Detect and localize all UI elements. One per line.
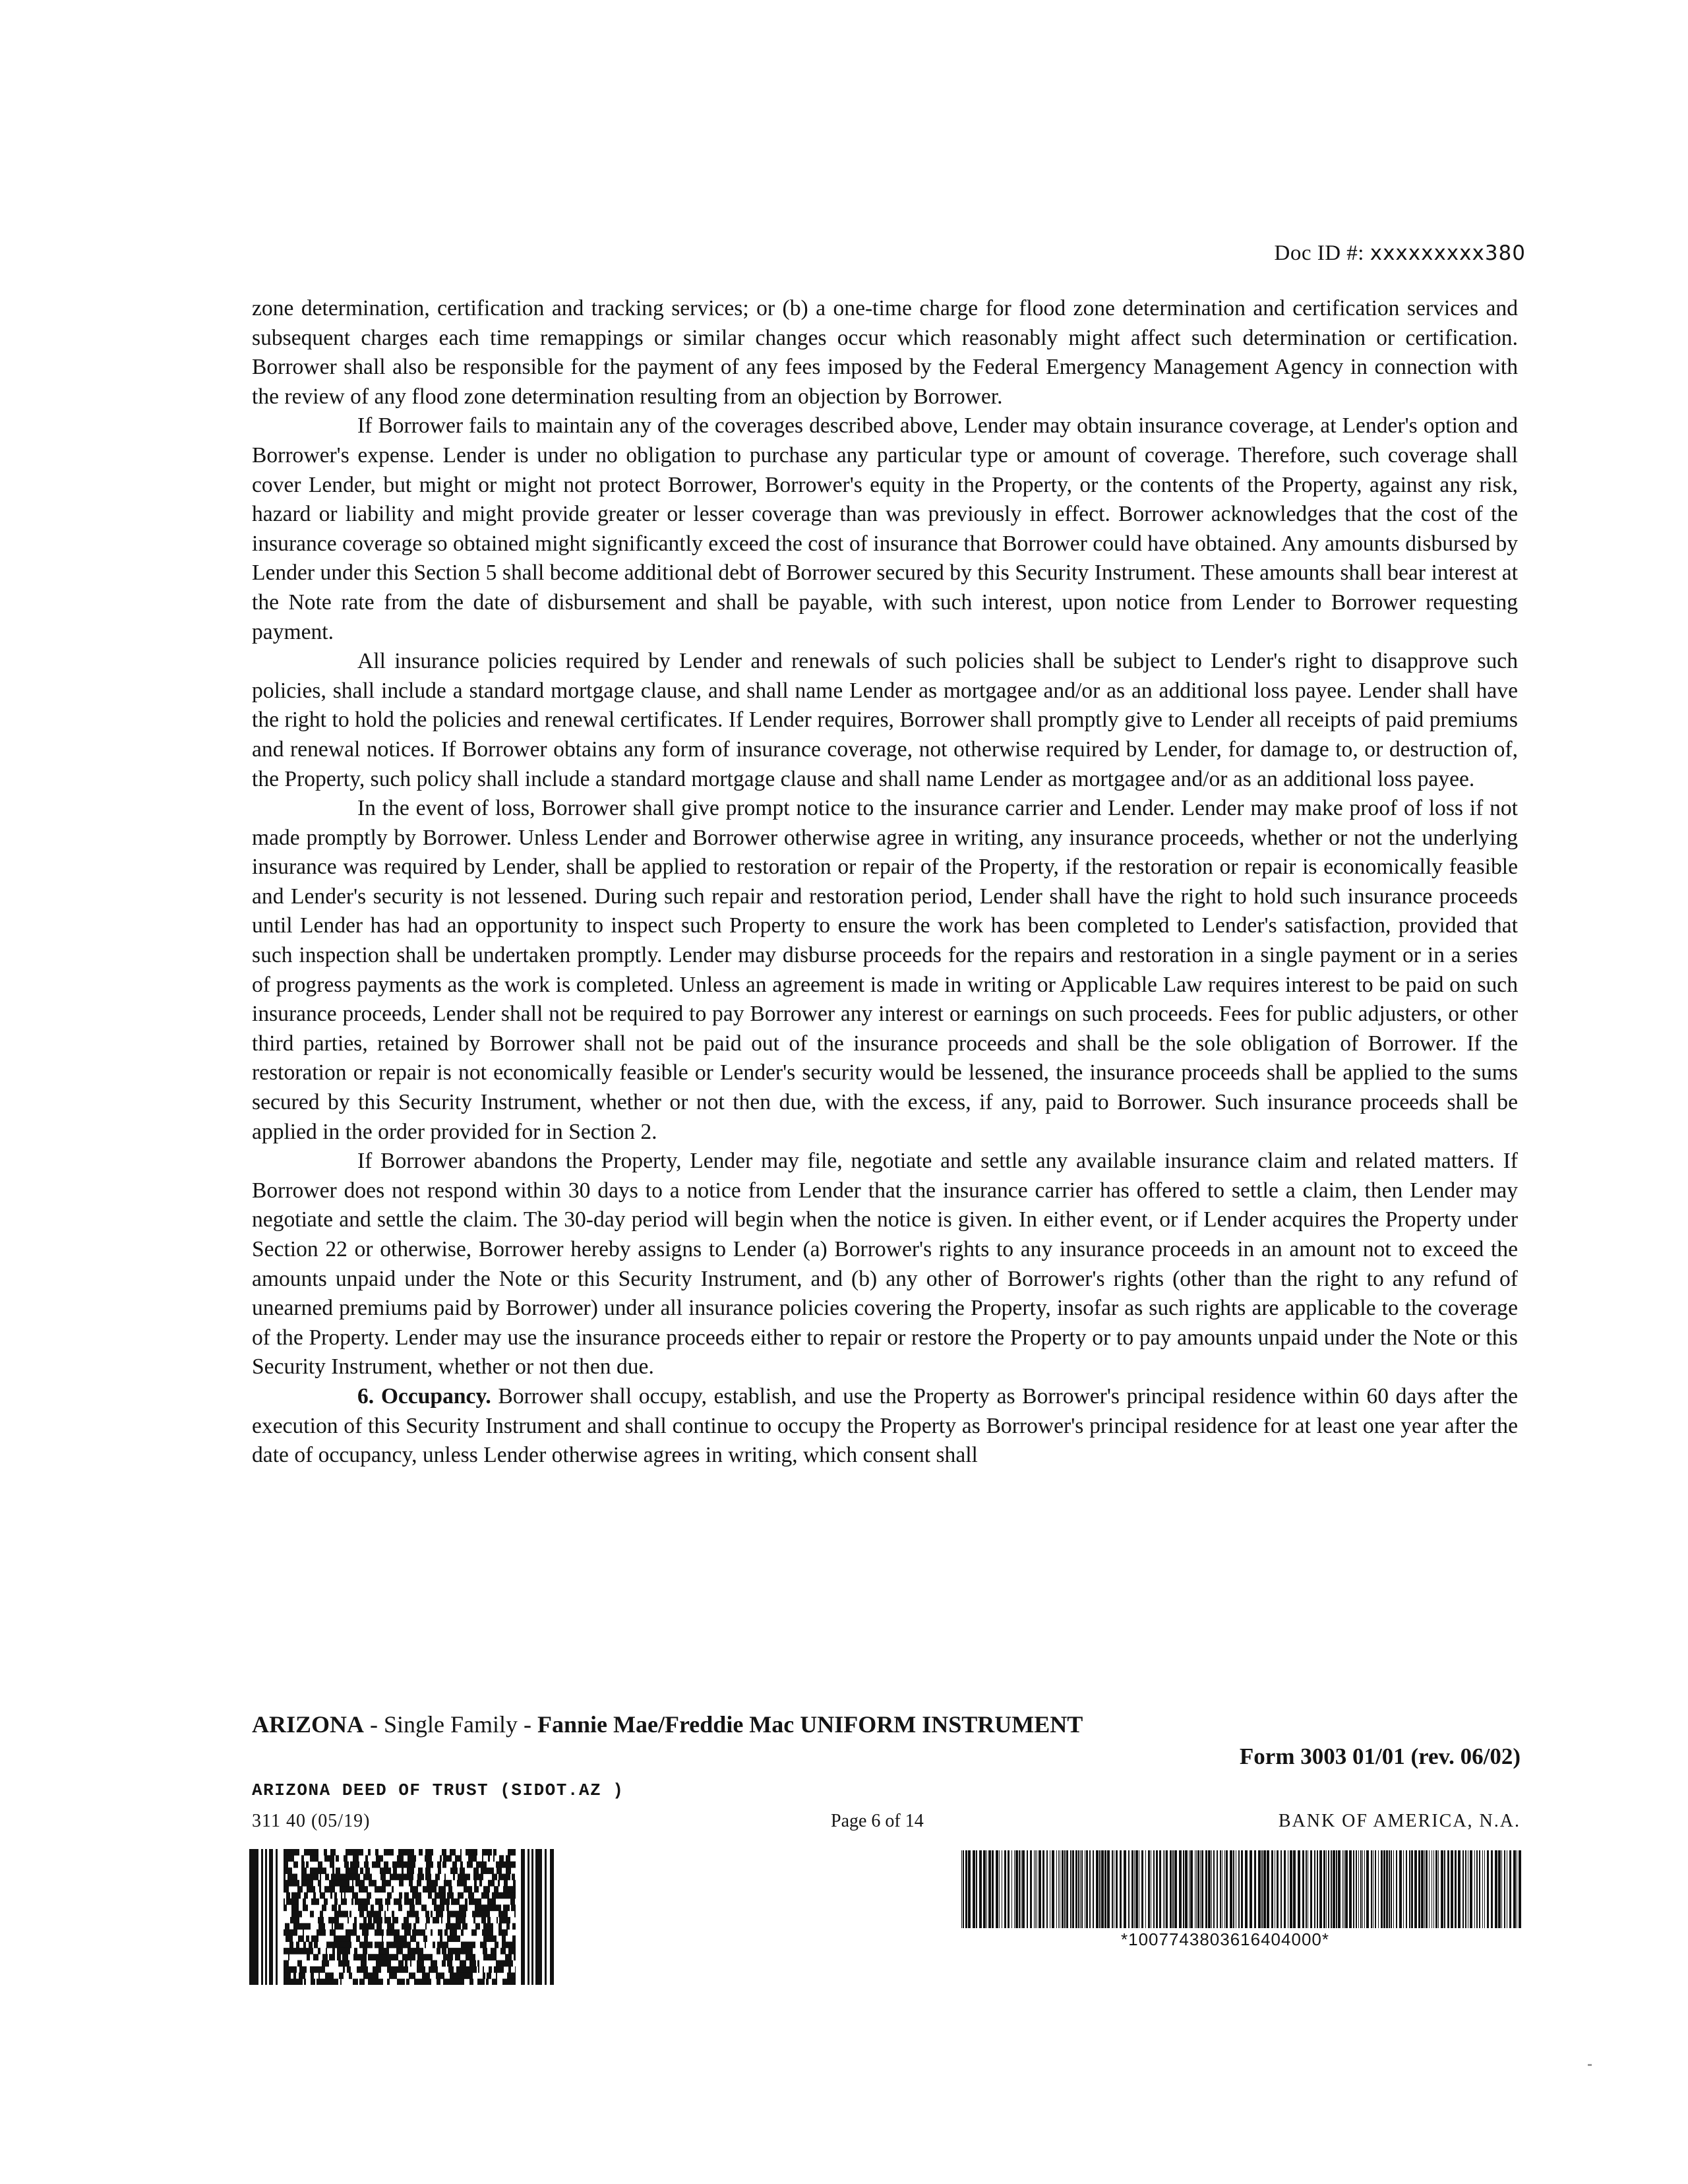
page-number: Page 6 of 14 xyxy=(831,1811,924,1831)
paragraph-text: In the event of loss, Borrower shall give prompt notice to the insurance carrier and Lender. Lender may make proof of loss if not made promptly by Borrower. Unless Lender and Borrower otherwise agree in writing, any insurance proceeds, whether or not the underlying insurance was required by Lender, shall be applied to restoration or repair of the Property, if the restoration or repair is economically feasible and Lender's security is not lessened. During such repair and restoration period, Lender shall have the right to hold such insurance proceeds until Lender has had an opportunity to inspect such Property to ensure the work has been completed to Lender's satisfaction, provided that such inspection shall be undertaken promptly. Lender may disburse proceeds for the repairs and restoration in a single payment or in a series of progress payments as the work is completed. Unless an agreement is made in writing or Applicable Law requires interest to be paid on such insurance proceeds, Lender shall not be required to pay Borrower any interest or earnings on such proceeds. Fees for public adjusters, or other third parties, retained by Borrower shall not be paid out of the insurance proceeds and shall be the sole obligation of Borrower. If the restoration or repair is not economically feasible or Lender's security would be lessened, the insurance proceeds shall be applied to the sums secured by this Security Instrument, whether or not then due, with the excess, if any, paid to Borrower. Such insurance proceeds shall be applied in the order provided for in Section 2. xyxy=(252,796,1518,1144)
paragraph xyxy=(252,294,1518,411)
footer-fannie: Fannie Mae/Freddie Mac xyxy=(537,1711,795,1738)
document-body xyxy=(252,294,1518,1471)
paragraph xyxy=(252,794,1518,1147)
paragraph xyxy=(252,647,1518,794)
deed-label: ARIZONA DEED OF TRUST (SIDOT.AZ ) xyxy=(252,1780,624,1800)
paragraph xyxy=(252,1382,1518,1471)
lender-name: BANK OF AMERICA, N.A. xyxy=(1278,1811,1521,1831)
doc-id-value: xxxxxxxxx380 xyxy=(1370,241,1526,265)
form-code: 311 40 (05/19) xyxy=(252,1811,371,1831)
footer-uniform: UNIFORM INSTRUMENT xyxy=(794,1711,1083,1738)
form-number: Form 3003 01/01 (rev. 06/02) xyxy=(1239,1744,1521,1769)
barcode-number: *1007743803616404000* xyxy=(1121,1929,1329,1949)
paragraph-text: If Borrower abandons the Property, Lender may file, negotiate and settle any available insurance claim and related matters. If Borrower does not respond within 30 days to a notice from Lender that the insurance carrier has offered to settle a claim, then Lender may negotiate and settle the claim. The 30-day period will begin when the notice is given. In either event, or if Lender acquires the Property under Section 22 or otherwise, Borrower hereby assigns to Lender (a) Borrower's rights to any insurance proceeds in an amount not to exceed the amounts unpaid under the Note or this Security Instrument, and (b) any other of Borrower's rights (other than the right to any refund of unearned premiums paid by Borrower) under all insurance policies covering the Property, insofar as such rights are applicable to the coverage of the Property. Lender may use the insurance proceeds either to repair or restore the Property or to pay amounts unpaid under the Note or this Security Instrument, whether or not then due. xyxy=(252,1149,1518,1380)
paragraph-text: zone determination, certification and tracking services; or (b) a one-time charge for flood zone determination and certification services and subsequent charges each time remappings or similar changes occur which reasonably might affect such determination or certification. Borrower shall also be responsible for the payment of any fees imposed by the Federal Emergency Management Agency in connection with the review of any flood zone determination resulting from an objection by Borrower. xyxy=(252,296,1518,409)
paragraph-text: All insurance policies required by Lender and renewals of such policies shall be subject to Lender's right to disapprove such policies, shall include a standard mortgage clause, and shall name Lender as mortgagee and/or as an additional loss payee. Lender shall have the right to hold the policies and renewal certificates. If Lender requires, Borrower shall promptly give to Lender all receipts of paid premiums and renewal notices. If Borrower obtains any form of insurance coverage, not otherwise required by Lender, for damage to, or destruction of, the Property, such policy shall include a standard mortgage clause and shall name Lender as mortgagee and/or as an additional loss payee. xyxy=(252,649,1518,791)
paragraph xyxy=(252,1147,1518,1382)
footer-sep: - Single Family - xyxy=(364,1711,538,1738)
footer-state: ARIZONA xyxy=(252,1711,365,1738)
2d-barcode xyxy=(249,1849,559,1985)
doc-id-label: Doc ID #: xyxy=(1274,241,1364,265)
paragraph-text: If Borrower fails to maintain any of the coverages described above, Lender may obtain insurance coverage, at Lender's option and Borrower's expense. Lender is under no obligation to purchase any particular type or amount of coverage. Therefore, such coverage shall cover Lender, but might or might not protect Borrower, Borrower's equity in the Property, or the contents of the Property, against any risk, hazard or liability and might provide greater or lesser coverage than was previously in effect. Borrower acknowledges that the cost of the insurance coverage so obtained might significantly exceed the cost of insurance that Borrower could have obtained. Any amounts disbursed by Lender under this Section 5 shall become additional debt of Borrower secured by this Security Instrument. These amounts shall bear interest at the Note rate from the date of disbursement and shall be payable, with such interest, upon notice from Lender to Borrower requesting payment. xyxy=(252,413,1518,644)
paragraph-text: Borrower shall occupy, establish, and use the Property as Borrower's principal residence within 60 days after the execution of this Security Instrument and shall continue to occupy the Property as Borrower's principal residence for at least one year after the date of occupancy, unless Lender otherwise agrees in writing, which consent shall xyxy=(252,1383,1518,1468)
footer-instrument-title xyxy=(252,1711,1083,1738)
barcode xyxy=(961,1850,1523,1928)
section-heading: 6. Occupancy. xyxy=(357,1383,491,1409)
doc-id xyxy=(1275,241,1526,266)
scan-speck xyxy=(1588,2064,1592,2066)
paragraph xyxy=(252,411,1518,647)
